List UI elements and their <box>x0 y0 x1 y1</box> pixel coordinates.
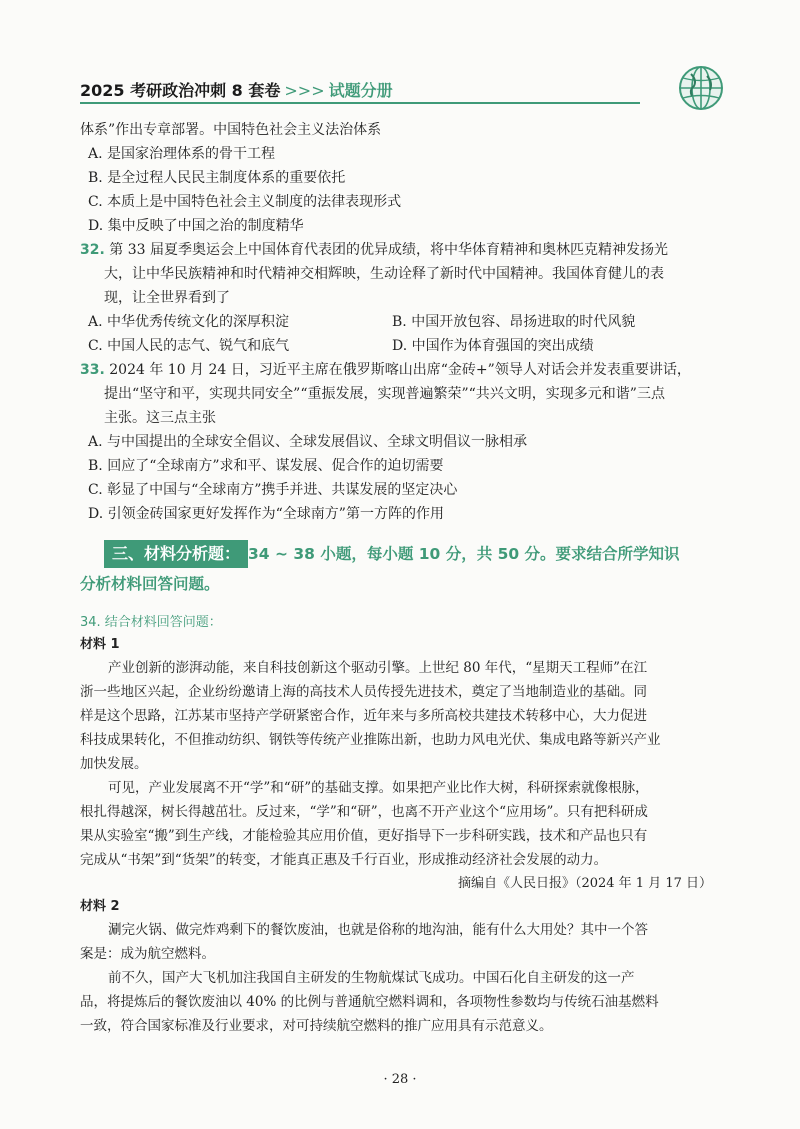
option-a: A. 是国家治理体系的骨干工程 <box>88 146 276 162</box>
material-1-para-2 <box>80 776 720 872</box>
section-instructions-cont: 分析材料回答问题。 <box>80 575 220 593</box>
question-31-continued <box>80 118 720 238</box>
question-stem: 体系”作出专章部署。中国特色社会主义法治体系 <box>80 122 382 138</box>
section-heading-cont <box>80 570 720 598</box>
option-c: C. 彰显了中国与“全球南方”携手并进、共谋发展的坚定决心 <box>88 482 458 498</box>
question-33 <box>80 358 720 526</box>
question-number: 32. <box>80 242 105 258</box>
option-d: D. 中国作为体育强国的突出成绩 <box>392 338 594 354</box>
material-2-para-1 <box>80 918 720 966</box>
question-stem-line: 2024 年 10 月 24 日，习近平主席在俄罗斯喀山出席“金砖+”领导人对话会并发表重要讲话， <box>109 362 691 378</box>
question-stem-line: 第 33 届夏季奥运会上中国体育代表团的优异成绩，将中华体育精神和奥林匹克精神发扬光 <box>109 242 668 258</box>
text-line: 完成从“书架”到“货架”的转变，才能真正惠及千行百业，形成推动经济社会发展的动力。 <box>80 852 608 868</box>
text-line: 果从实验室“搬”到生产线，才能检验其应用价值，更好指导下一步科研实践，技术和产品也只有 <box>80 828 648 844</box>
material-1-para-1 <box>80 656 720 776</box>
question-34-intro: 34. 结合材料回答问题： <box>80 615 222 630</box>
option-a: A. 与中国提出的全球安全倡议、全球发展倡议、全球文明倡议一脉相承 <box>88 434 528 450</box>
page-content <box>80 118 720 1038</box>
material-2-label: 材料 2 <box>80 899 120 914</box>
material-2-para-2 <box>80 966 720 1038</box>
question-stem-line: 主张。这三点主张 <box>104 410 216 426</box>
text-line: 浙一些地区兴起，企业纷纷邀请上海的高技术人员传授先进技术，奠定了当地制造业的基础。同 <box>80 684 647 700</box>
header-title <box>80 78 393 101</box>
text-line: 产业创新的澎湃动能，来自科技创新这个驱动引擎。上世纪 80 年代，“星期天工程师”在江 <box>108 660 648 676</box>
text-line: 前不久，国产大飞机加注我国自主研发的生物航煤试飞成功。中国石化自主研发的这一产 <box>108 970 635 986</box>
header-rule <box>80 102 640 104</box>
section-instructions: 34 ~ 38 小题，每小题 10 分，共 50 分。要求结合所学知识 <box>248 545 680 563</box>
text-line: 科技成果转化，不但推动纺织、钢铁等传统产业推陈出新，也助力风电光伏、集成电路等新兴产业 <box>80 732 661 748</box>
section-heading <box>80 540 720 568</box>
text-line: 案是：成为航空燃料。 <box>80 946 215 962</box>
text-line: 样是这个思路，江苏某市坚持产学研紧密合作，近年来与多所高校共建技术转移中心，大力促进 <box>80 708 647 724</box>
option-c: C. 中国人民的志气、锐气和底气 <box>88 338 290 354</box>
option-a: A. 中华优秀传统文化的深厚积淀 <box>88 314 290 330</box>
globe-icon <box>677 64 725 112</box>
material-1-label: 材料 1 <box>80 637 120 652</box>
question-stem-line: 现，让全世界看到了 <box>104 290 230 306</box>
option-d: D. 集中反映了中国之治的制度精华 <box>88 218 304 234</box>
option-row <box>80 310 720 334</box>
text-line: 一致，符合国家标准及行业要求，对可持续航空燃料的推广应用具有示范意义。 <box>80 1018 553 1034</box>
option-c: C. 本质上是中国特色社会主义制度的法律表现形式 <box>88 194 402 210</box>
text-line: 品，将提炼后的餐饮废油以 40% 的比例与普通航空燃料调和，各项物性参数均与传统石油基燃料 <box>80 994 659 1010</box>
option-b: B. 中国开放包容、昂扬进取的时代风貌 <box>392 314 636 330</box>
header-section: 试题分册 <box>328 81 393 100</box>
question-stem-line: 提出“坚守和平，实现共同安全”“重振发展，实现普遍繁荣”“共兴文明，实现多元和谐”三点 <box>104 386 665 402</box>
option-row <box>80 334 720 358</box>
option-b: B. 回应了“全球南方”求和平、谋发展、促合作的迫切需要 <box>88 458 444 474</box>
page-header <box>80 68 720 108</box>
option-b: B. 是全过程人民民主制度体系的重要依托 <box>88 170 346 186</box>
option-d: D. 引领金砖国家更好发挥作为“全球南方”第一方阵的作用 <box>88 506 444 522</box>
question-stem-line: 大，让中华民族精神和时代精神交相辉映，生动诠释了新时代中国精神。我国体育健儿的表 <box>104 266 664 282</box>
material-1-source: 摘编自《人民日报》（2024 年 1 月 17 日） <box>457 876 712 891</box>
book-title: 2025 考研政治冲刺 8 套卷 <box>80 81 281 100</box>
page-number: · 28 · <box>383 1072 417 1087</box>
text-line: 可见，产业发展离不开“学”和“研”的基础支撑。如果把产业比作大树，科研探索就像根脉， <box>108 780 649 796</box>
section-badge: 三、材料分析题： <box>104 540 248 568</box>
text-line: 根扎得越深，树长得越茁壮。反过来，“学”和“研”，也离不开产业这个“应用场”。只有把科研成 <box>80 804 648 820</box>
header-arrows: >>> <box>284 81 325 100</box>
text-line: 涮完火锅、做完炸鸡剩下的餐饮废油，也就是俗称的地沟油，能有什么大用处？其中一个答 <box>108 922 648 938</box>
text-line: 加快发展。 <box>80 756 148 772</box>
question-number: 33. <box>80 362 105 378</box>
question-32 <box>80 238 720 358</box>
